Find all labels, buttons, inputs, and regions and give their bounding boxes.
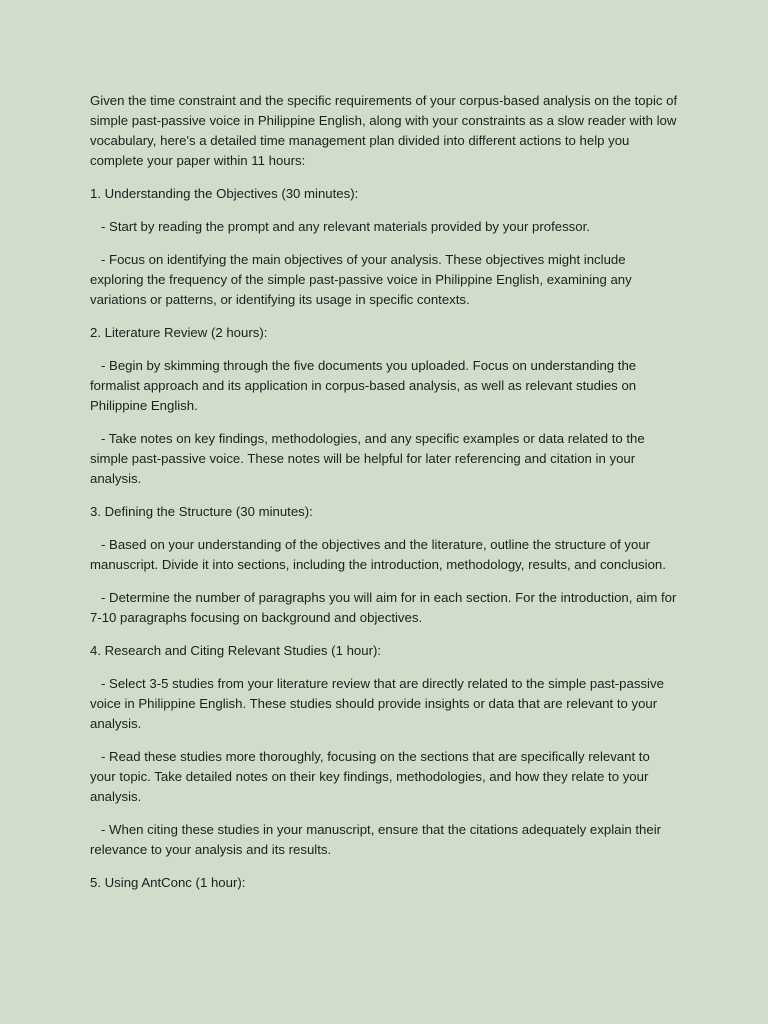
section-1-item-2: - Focus on identifying the main objectives of your analysis. These objectives might include exploring the frequency of the simple past-passive voice in Philippine English, examining any variations or patterns, or identifying its usage in specific contexts. [90, 252, 632, 307]
section-2-item-2: - Take notes on key findings, methodologies, and any specific examples or data related to the simple past-passive voice. These notes will be helpful for later referencing and citation in your analysis. [90, 431, 645, 486]
section-3-item-1: - Based on your understanding of the objectives and the literature, outline the structure of your manuscript. Divide it into sections, including the introduction, methodology, results, and conclusion. [90, 537, 666, 572]
section-heading-4: 4. Research and Citing Relevant Studies (1 hour): [90, 643, 382, 658]
section-2-item-1: - Begin by skimming through the five documents you uploaded. Focus on understanding the formalist approach and its application in corpus-based analysis, as well as relevant studies on Philippine English. [90, 358, 637, 413]
intro-paragraph: Given the time constraint and the specific requirements of your corpus-based analysis on the topic of simple past-passive voice in Philippine English, along with your constraints as a slow reader with low vocabulary, here's a detailed time management plan divided into different actions to help you complete your paper within 11 hours: [90, 93, 678, 168]
section-4-item-2: - Read these studies more thoroughly, focusing on the sections that are specifically relevant to your topic. Take detailed notes on their key findings, methodologies, and how they relate to your analysis. [90, 749, 650, 804]
section-4-item-1: - Select 3-5 studies from your literature review that are directly related to the simple past-passive voice in Philippine English. These studies should provide insights or data that are relevant to your analysis. [90, 676, 664, 731]
section-heading-5: 5. Using AntConc (1 hour): [90, 875, 246, 890]
section-4-item-3: - When citing these studies in your manuscript, ensure that the citations adequately explain their relevance to your analysis and its results. [90, 822, 662, 857]
section-heading-2: 2. Literature Review (2 hours): [90, 325, 268, 340]
section-1-item-1: - Start by reading the prompt and any relevant materials provided by your professor. [90, 219, 590, 234]
section-heading-1: 1. Understanding the Objectives (30 minutes): [90, 186, 359, 201]
section-3-item-2: - Determine the number of paragraphs you will aim for in each section. For the introduction, aim for 7-10 paragraphs focusing on background and objectives. [90, 590, 677, 625]
section-heading-3: 3. Defining the Structure (30 minutes): [90, 504, 313, 519]
